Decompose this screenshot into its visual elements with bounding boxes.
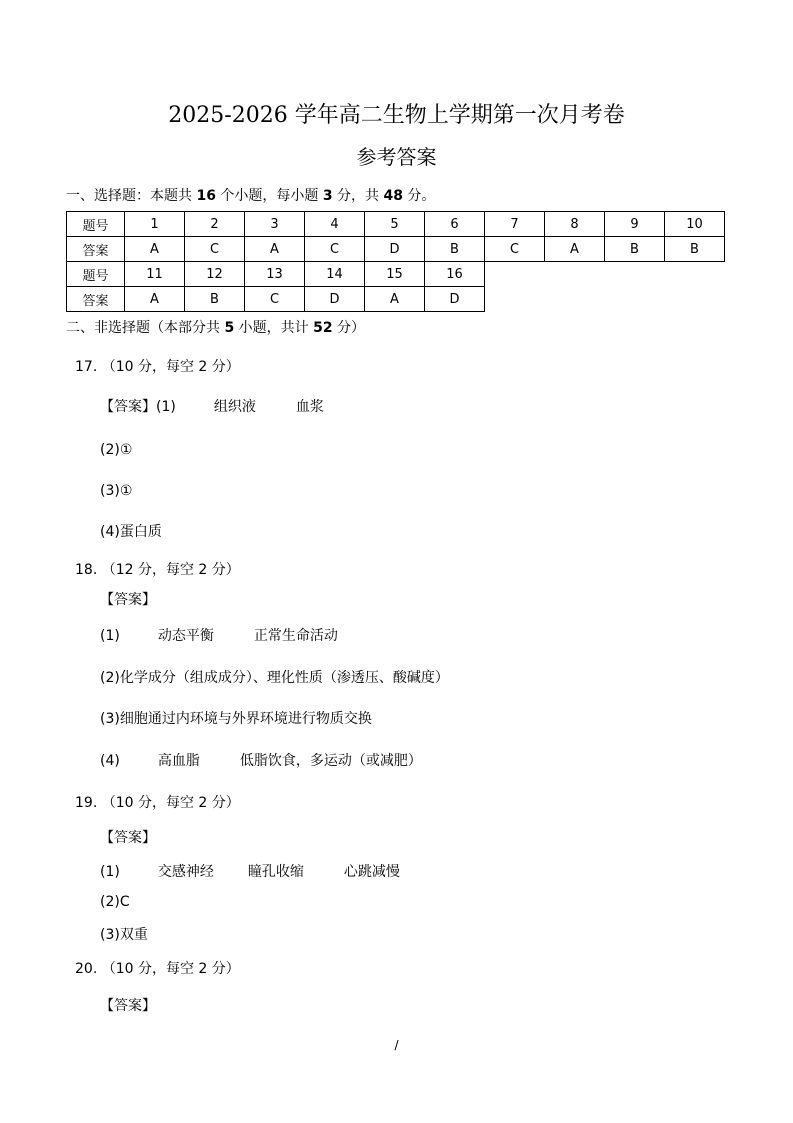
q18-line1 xyxy=(100,626,338,646)
row-label-answer: 答案 xyxy=(67,237,125,262)
answer-cell: D xyxy=(425,287,485,312)
q19-header: 19. （10 分，每空 2 分） xyxy=(75,795,240,811)
question-number: 8 xyxy=(545,212,605,237)
empty-cell xyxy=(665,262,725,287)
answer-cell: A xyxy=(125,237,185,262)
question-number: 1 xyxy=(125,212,185,237)
answer-cell: C xyxy=(305,237,365,262)
question-number: 11 xyxy=(125,262,185,287)
q19-answer-label: 【答案】 xyxy=(100,830,156,846)
question-number: 5 xyxy=(365,212,425,237)
q19-line2: (2)C xyxy=(100,894,130,910)
section2-heading xyxy=(66,318,365,338)
q17-l1-b: 血浆 xyxy=(295,399,324,415)
question-number: 15 xyxy=(365,262,425,287)
answer-label: 【答案】 xyxy=(100,399,156,415)
q17-line4: (4)蛋白质 xyxy=(100,524,162,540)
q17-line1 xyxy=(100,397,324,417)
empty-cell xyxy=(545,287,605,312)
answer-cell: C xyxy=(185,237,245,262)
section1-total: 48 xyxy=(383,188,403,204)
answer-table xyxy=(66,211,725,312)
question-number: 7 xyxy=(485,212,545,237)
section2-total: 52 xyxy=(313,320,333,336)
answer-cell: D xyxy=(365,237,425,262)
section1-prefix: 一、选择题：本题共 xyxy=(66,188,197,204)
q18-l1-b: 正常生命活动 xyxy=(253,628,338,644)
answer-cell: A xyxy=(365,287,425,312)
q17-l1-num: (1) xyxy=(156,399,176,415)
section2-prefix: 二、非选择题（本部分共 xyxy=(66,320,225,336)
q19-line3: (3)双重 xyxy=(100,927,148,943)
question-number: 2 xyxy=(185,212,245,237)
q19-line1 xyxy=(100,862,400,882)
page-title: 2025-2026 学年高二生物上学期第一次月考卷 xyxy=(168,103,625,128)
q19-l1-num: (1) xyxy=(100,864,120,880)
question-number: 14 xyxy=(305,262,365,287)
answer-cell: A xyxy=(125,287,185,312)
question-number: 16 xyxy=(425,262,485,287)
q17-l1-a: 组织液 xyxy=(213,399,256,415)
answer-cell: B xyxy=(425,237,485,262)
page-subtitle: 参考答案 xyxy=(356,145,437,169)
q18-l4-num: (4) xyxy=(100,753,120,769)
empty-cell xyxy=(605,287,665,312)
question-number: 13 xyxy=(245,262,305,287)
q20-answer-label: 【答案】 xyxy=(100,998,156,1014)
empty-cell xyxy=(485,262,545,287)
section1-mid2: 分，共 xyxy=(332,188,384,204)
row-label-answer: 答案 xyxy=(67,287,125,312)
q18-answer-label: 【答案】 xyxy=(100,592,156,608)
table-row xyxy=(67,237,725,262)
section2-suffix: 分） xyxy=(332,320,366,336)
answer-cell: C xyxy=(485,237,545,262)
q18-l4-a: 高血脂 xyxy=(157,753,200,769)
row-label-question: 题号 xyxy=(67,262,125,287)
question-number: 3 xyxy=(245,212,305,237)
answer-cell: A xyxy=(245,237,305,262)
q18-header: 18. （12 分，每空 2 分） xyxy=(75,562,240,578)
q20-header: 20. （10 分，每空 2 分） xyxy=(75,961,240,977)
q18-line2: (2)化学成分（组成成分）、理化性质（渗透压、酸碱度） xyxy=(100,670,449,686)
q17-line2: (2)① xyxy=(100,442,133,458)
section2-count: 5 xyxy=(224,320,235,336)
q19-l1-a: 交感神经 xyxy=(157,864,214,880)
q18-line3: (3)细胞通过内环境与外界环境进行物质交换 xyxy=(100,711,372,727)
table-row xyxy=(67,212,725,237)
row-label-question: 题号 xyxy=(67,212,125,237)
q18-l1-a: 动态平衡 xyxy=(157,628,214,644)
section2-mid: 小题，共计 xyxy=(234,320,314,336)
q18-line4 xyxy=(100,751,422,771)
section1-score-each: 3 xyxy=(322,188,333,204)
empty-cell xyxy=(545,262,605,287)
q17-line3: (3)① xyxy=(100,483,133,499)
answer-cell: A xyxy=(545,237,605,262)
section1-mid1: 个小题，每小题 xyxy=(215,188,323,204)
q18-l4-b: 低脂饮食，多运动（或减肥） xyxy=(239,753,422,769)
section1-count: 16 xyxy=(196,188,216,204)
question-number: 9 xyxy=(605,212,665,237)
empty-cell xyxy=(665,287,725,312)
answer-cell: D xyxy=(305,287,365,312)
q19-l1-c: 心跳减慢 xyxy=(343,864,400,880)
q19-l1-b: 瞳孔收缩 xyxy=(247,864,304,880)
question-number: 12 xyxy=(185,262,245,287)
empty-cell xyxy=(485,287,545,312)
question-number: 6 xyxy=(425,212,485,237)
section1-suffix: 分。 xyxy=(402,188,436,204)
q18-l1-num: (1) xyxy=(100,628,120,644)
question-number: 10 xyxy=(665,212,725,237)
answer-cell: B xyxy=(185,287,245,312)
section1-heading xyxy=(66,186,435,206)
table-row xyxy=(67,287,725,312)
page-footer: / xyxy=(394,1038,399,1052)
question-number: 4 xyxy=(305,212,365,237)
answer-cell: B xyxy=(665,237,725,262)
answer-cell: C xyxy=(245,287,305,312)
answer-cell: B xyxy=(605,237,665,262)
table-row xyxy=(67,262,725,287)
empty-cell xyxy=(605,262,665,287)
q17-header: 17. （10 分，每空 2 分） xyxy=(75,359,240,375)
